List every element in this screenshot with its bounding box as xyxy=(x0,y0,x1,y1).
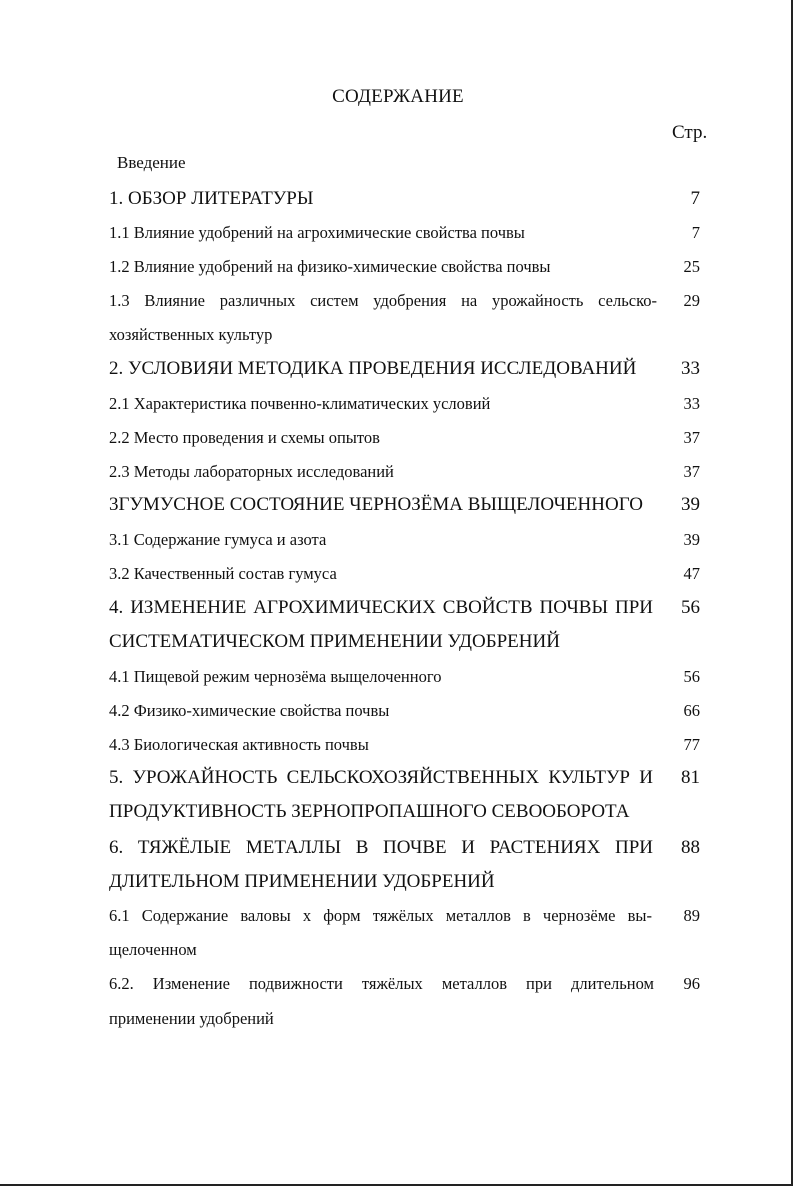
toc-entry-title-continuation: щелоченном xyxy=(109,940,197,959)
toc-entry-title: 4. ИЗМЕНЕНИЕ АГРОХИМИЧЕСКИХ СВОЙСТВ ПОЧВЫ ПРИ xyxy=(109,597,653,618)
toc-entry-page: 77 xyxy=(683,735,700,754)
toc-entry-title: 4.2 Физико-химические свойства почвы xyxy=(109,701,390,720)
toc-entry-title-continuation: применении удобрений xyxy=(109,1009,274,1028)
toc-entry-page: 25 xyxy=(683,257,700,276)
toc-entry-title: 3ГУМУСНОЕ СОСТОЯНИЕ ЧЕРНОЗЁМА ВЫЩЕЛОЧЕННОГО xyxy=(109,494,643,515)
toc-entry-title-continuation: СИСТЕМАТИЧЕСКОМ ПРИМЕНЕНИИ УДОБРЕНИЙ xyxy=(109,631,560,652)
toc-entry-title: 3.2 Качественный состав гумуса xyxy=(109,564,337,583)
toc-entry-page: 47 xyxy=(683,564,700,583)
toc-entry-title: 2.2 Место проведения и схемы опытов xyxy=(109,428,380,447)
toc-entry-page: 37 xyxy=(683,462,700,481)
toc-entry-title: 2.3 Методы лабораторных исследований xyxy=(109,462,394,481)
toc-entry-title: 1.1 Влияние удобрений на агрохимические свойства почвы xyxy=(109,223,525,242)
toc-entry-page: 56 xyxy=(683,667,700,686)
toc-entry-title: 5. УРОЖАЙНОСТЬ СЕЛЬСКОХОЗЯЙСТВЕННЫХ КУЛЬТУР И xyxy=(109,767,653,788)
toc-entry-page: 88 xyxy=(681,837,700,858)
toc-entry-title: 4.1 Пищевой режим чернозёма выщелоченного xyxy=(109,667,442,686)
toc-entry-title: Введение xyxy=(117,153,186,172)
toc-entry-page: 37 xyxy=(683,428,700,447)
toc-entry-page: 33 xyxy=(683,394,700,413)
toc-entry-title: 2. УСЛОВИЯИ МЕТОДИКА ПРОВЕДЕНИЯ ИССЛЕДОВАНИЙ xyxy=(109,358,637,379)
toc-entry-page: 56 xyxy=(681,597,700,618)
toc-entry-title: 6.1 Содержание валовы х форм тяжёлых металлов в чернозёме вы- xyxy=(109,906,652,925)
toc-entry-title-continuation: ДЛИТЕЛЬНОМ ПРИМЕНЕНИИ УДОБРЕНИЙ xyxy=(109,871,495,892)
toc-entry-title: 6. ТЯЖЁЛЫЕ МЕТАЛЛЫ В ПОЧВЕ И РАСТЕНИЯХ ПРИ xyxy=(109,837,653,858)
page-title: СОДЕРЖАНИЕ xyxy=(332,86,464,107)
toc-entry-title: 1.2 Влияние удобрений на физико-химические свойства почвы xyxy=(109,257,551,276)
toc-entry-page: 7 xyxy=(690,188,700,209)
toc-entry-page: 81 xyxy=(681,767,700,788)
toc-entry-title: 2.1 Характеристика почвенно-климатических условий xyxy=(109,394,491,413)
toc-entry-title: 1. ОБЗОР ЛИТЕРАТУРЫ xyxy=(109,188,314,209)
toc-entry-page: 39 xyxy=(681,494,700,515)
toc-entry-title-continuation: ПРОДУКТИВНОСТЬ ЗЕРНОПРОПАШНОГО СЕВООБОРОТА xyxy=(109,801,630,822)
toc-entry-title-continuation: хозяйственных культур xyxy=(109,325,273,344)
toc-entry-page: 66 xyxy=(683,701,700,720)
toc-entry-title: 6.2. Изменение подвижности тяжёлых металлов при длительном xyxy=(109,974,654,993)
toc-entry-page: 39 xyxy=(683,530,700,549)
toc-entry-page: 89 xyxy=(683,906,700,925)
toc-entry-title: 1.3 Влияние различных систем удобрения на урожайность сельско- xyxy=(109,291,657,310)
toc-entry-page: 96 xyxy=(683,974,700,993)
toc-entry-page: 33 xyxy=(681,358,700,379)
toc-entry-page: 7 xyxy=(691,223,700,242)
toc-entry-title: 4.3 Биологическая активность почвы xyxy=(109,735,369,754)
page-column-header: Стр. xyxy=(672,122,708,143)
toc-entry-page: 29 xyxy=(683,291,700,310)
toc-entry-title: 3.1 Содержание гумуса и азота xyxy=(109,530,327,549)
